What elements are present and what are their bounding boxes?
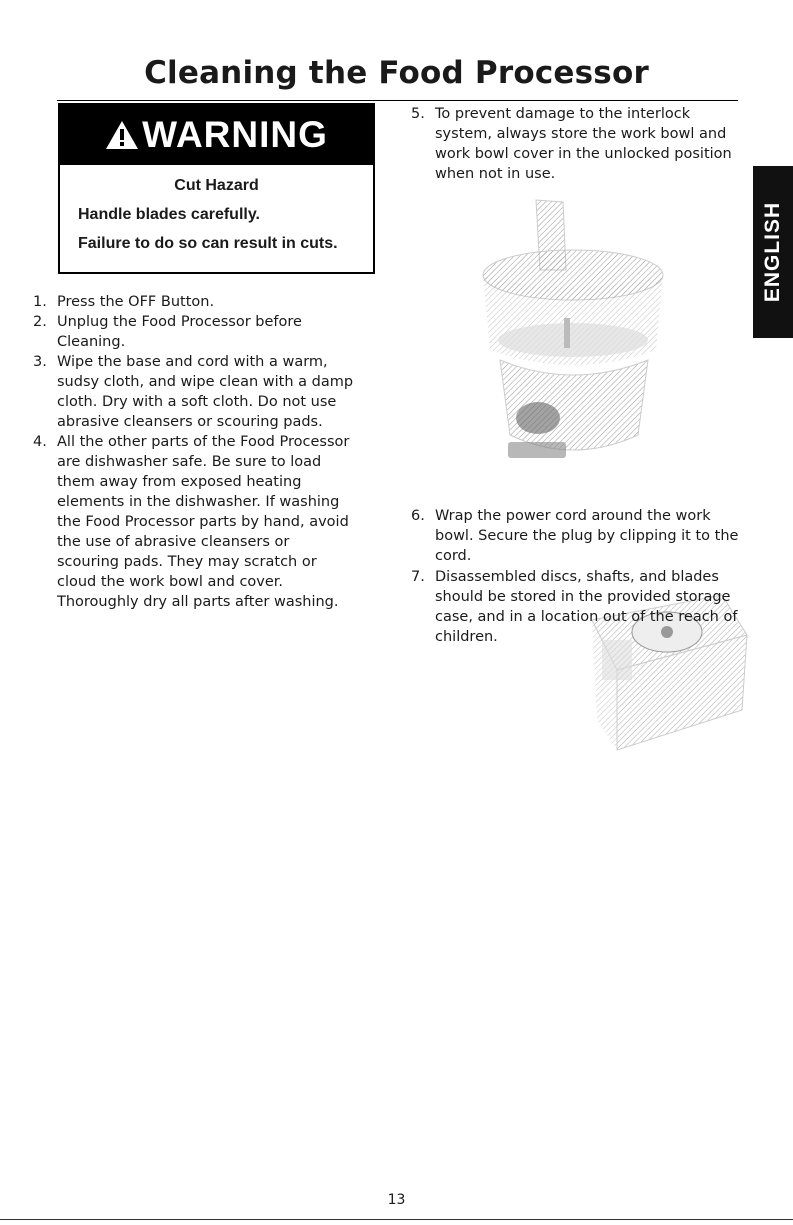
- hazard-instruction: Handle blades carefully.: [78, 206, 260, 223]
- list-item: 6. Wrap the power cord around the work bowl. Secure the plug by clipping it to the cord.: [411, 508, 739, 564]
- warning-box: [58, 103, 375, 274]
- language-tab-label: ENGLISH: [761, 201, 784, 303]
- title-divider: [57, 100, 738, 101]
- page-number: 13: [387, 1192, 406, 1208]
- list-item: 2. Unplug the Food Processor before Cleaning.: [33, 314, 302, 350]
- warning-triangle-icon: [105, 120, 139, 150]
- cleaning-steps-left: [33, 292, 355, 612]
- list-item: 4. All the other parts of the Food Processor are dishwasher safe. Be sure to load them away from exposed heating elements in the dishwasher. If washing the Food Processor parts by hand, avoid the use of abrasive cleansers or scouring pads. They may scratch or cloud the work bowl and cover. Thoroughly dry all parts after washing.: [33, 434, 350, 610]
- cleaning-step-6: [411, 506, 741, 566]
- list-item: 1. Press the OFF Button.: [33, 294, 215, 310]
- page-title: Cleaning the Food Processor: [144, 55, 649, 91]
- list-item: 7. Disassembled discs, shafts, and blades should be stored in the provided storage case, and in a location out of the reach of children.: [411, 569, 738, 645]
- language-tab: [753, 166, 793, 338]
- cleaning-step-5: [411, 104, 741, 184]
- warning-heading: WARNING: [142, 114, 328, 155]
- cleaning-step-7: [411, 567, 741, 647]
- list-item: 3. Wipe the base and cord with a warm, sudsy cloth, and wipe clean with a damp cloth. Dry with a soft cloth. Do not use abrasive cleansers or scouring pads.: [33, 354, 354, 430]
- bottom-divider: [0, 1219, 793, 1220]
- warning-header: [60, 105, 373, 165]
- list-item: 5. To prevent damage to the interlock system, always store the work bowl and work bowl cover in the unlocked position when not in use.: [411, 106, 732, 182]
- food-processor-illustration: [478, 190, 673, 465]
- hazard-title: Cut Hazard: [174, 177, 259, 194]
- hazard-consequence: Failure to do so can result in cuts.: [78, 235, 338, 252]
